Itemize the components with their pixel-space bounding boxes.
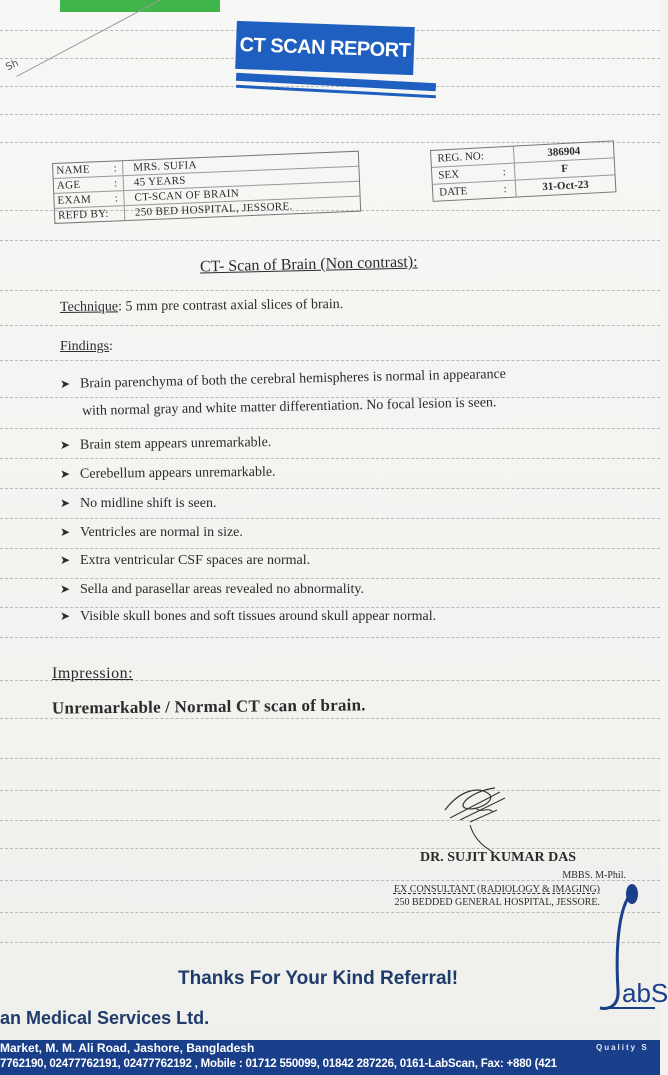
sex-value: F [514,158,615,179]
ruled-line [0,578,660,579]
doctor-hospital: 250 BEDDED GENERAL HOSPITAL, JESSORE. [394,897,600,908]
ruled-line [0,637,660,638]
ruled-line [0,114,660,115]
doctor-name: DR. SUJIT KUMAR DAS [420,850,577,865]
bullet-arrow-icon: ➤ [59,437,71,452]
ruled-line [0,360,660,361]
footer-bar [0,1040,660,1075]
bullet-arrow-icon: ➤ [60,582,71,596]
ruled-line [0,86,660,87]
company-name: an Medical Services Ltd. [0,1008,210,1028]
finding-item [60,553,310,569]
ruled-line [0,758,660,759]
finding-continuation: with normal gray and white matter differentiation. No focal lesion is seen. [81,395,497,419]
findings-label-line [60,339,113,355]
patient-age: 45 YEARS [123,167,359,190]
handwritten-scribble: Sh [4,57,21,74]
technique-line [60,297,343,316]
bullet-arrow-icon: ➤ [60,553,71,567]
age-label: AGE [56,178,81,192]
finding-text: Sella and parasellar areas revealed no abnormality. [80,582,365,597]
ruled-line [0,290,660,291]
report-title: CT SCAN REPORT [239,33,411,62]
finding-text: Brain stem appears unremarkable. [79,435,272,453]
refd-by-label: REFD BY: [57,207,109,222]
ruled-line [0,458,660,459]
finding-item [60,435,271,454]
ruled-line [0,942,660,943]
technique-text: : 5 mm pre contrast axial slices of brain. [118,297,344,315]
finding-item [60,525,243,541]
findings-colon: : [109,339,113,354]
footer-address: Market, M. M. Ali Road, Jashore, Bangladesh [0,1041,255,1055]
ruled-line [0,548,660,549]
bullet-arrow-icon: ➤ [60,609,71,623]
report-heading: CT- Scan of Brain (Non contrast): [199,253,418,276]
doctor-qualification: MBBS. M-Phil. [562,870,626,881]
ruled-line [0,428,660,429]
logo-text: abS [622,978,668,1008]
ruled-line [0,848,660,849]
ruled-line [0,820,660,821]
thanks-message: Thanks For Your Kind Referral! [178,968,459,989]
ruled-line [0,240,660,241]
bullet-arrow-icon: ➤ [60,496,71,510]
name-label: NAME [56,163,91,177]
ruled-line [0,912,660,913]
refd-by-value: 250 BED HOSPITAL, JESSORE. [124,197,360,220]
patient-info-table [52,151,361,224]
bullet-arrow-icon: ➤ [59,466,71,481]
finding-item [60,496,217,512]
exam-label: EXAM [57,193,92,207]
finding-text: Visible skull bones and soft tissues around skull appear normal. [80,609,437,624]
impression-label: Impression: [52,665,134,682]
ruled-line [0,488,660,489]
sex-label: SEX [438,168,460,182]
technique-label: Technique [59,299,119,315]
finding-text: Ventricles are normal in size. [80,525,243,540]
footer-quality: Quality S [596,1043,649,1052]
reg-no-value: 386904 [513,141,614,162]
finding-item [60,367,506,393]
finding-text: No midline shift is seen. [80,496,217,511]
bullet-arrow-icon: ➤ [60,525,71,539]
findings-label: Findings [60,339,110,354]
report-title-banner [235,21,415,75]
ruled-line [0,790,660,791]
sex-sep: : [502,166,507,179]
age-sep: : [113,177,118,190]
ruled-line [0,518,660,519]
ruled-line [0,325,660,326]
patient-name: MRS. SUFIA [122,152,358,175]
date-value: 31-Oct-23 [515,175,616,196]
exam-sep: : [114,192,119,205]
finding-item [60,465,276,483]
finding-text: Brain parenchyma of both the cerebral hemispheres is normal in appearance [79,366,507,392]
doctor-signature [435,770,515,860]
exam-value: CT-SCAN OF BRAIN [123,182,359,205]
ruled-line [0,607,660,608]
finding-item [60,609,436,625]
registration-info-table [430,140,616,202]
name-sep: : [113,162,118,175]
doctor-position: EX CONSULTANT (RADIOLOGY & IMAGING) [393,884,600,895]
date-label: DATE [438,185,468,199]
finding-text: Extra ventricular CSF spaces are normal. [80,553,311,568]
bullet-arrow-icon: ➤ [59,376,71,391]
impression-text: Unremarkable / Normal CT scan of brain. [51,695,366,718]
reg-no-label: REG. NO: [437,150,485,165]
finding-text: Cerebellum appears unremarkable. [79,464,276,482]
date-sep: : [503,183,507,196]
finding-item [60,582,364,598]
footer-phones: 7762190, 02477762191, 02477762192 , Mobile : 01712 550099, 01842 287226, 0161-LabScan, Fax: +880 (421 [0,1058,557,1070]
